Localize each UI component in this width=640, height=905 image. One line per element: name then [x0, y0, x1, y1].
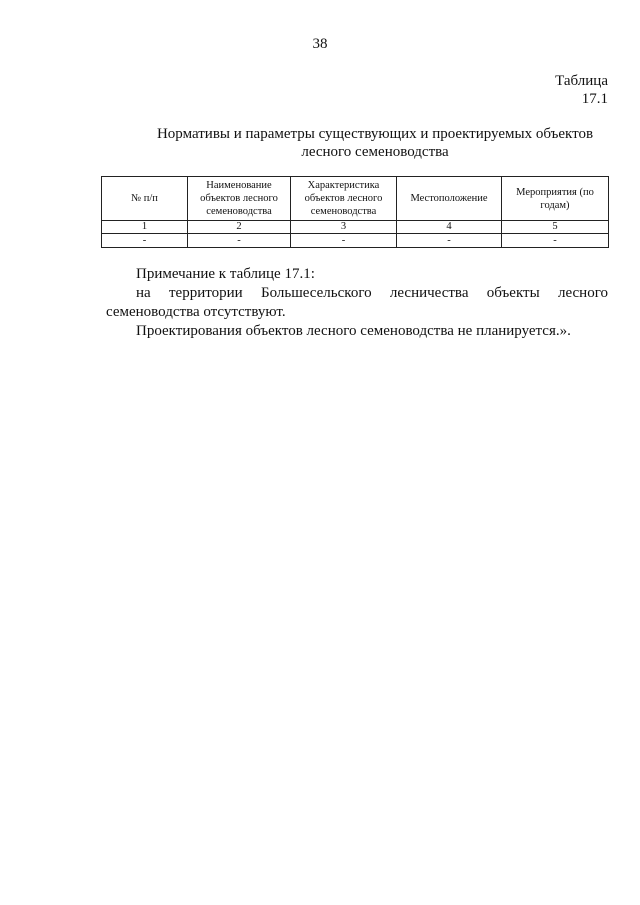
table-label	[555, 72, 608, 108]
table-note	[106, 265, 608, 341]
column-number-cell: 2	[188, 221, 291, 234]
table-label-number: 17.1	[581, 91, 608, 107]
header-cell-characteristics: Характеристика объектов лесного семеноводства	[291, 177, 397, 221]
table-label-word: Таблица	[555, 73, 608, 89]
table-row	[102, 234, 609, 248]
column-number-cell: 3	[291, 221, 397, 234]
table-cell: -	[502, 234, 609, 248]
table-header-row	[102, 177, 609, 221]
note-paragraph-2: Проектирования объектов лесного семеноводства не планируется.».	[136, 323, 571, 339]
column-number-cell: 5	[502, 221, 609, 234]
table-title-line-2: лесного семеноводства	[301, 144, 449, 160]
table-cell: -	[102, 234, 188, 248]
page-number: 38	[312, 36, 328, 52]
column-number-cell: 1	[102, 221, 188, 234]
header-cell-number: № п/п	[102, 177, 188, 221]
header-cell-location: Местоположение	[397, 177, 502, 221]
table-title	[100, 125, 640, 161]
note-heading: Примечание к таблице 17.1:	[136, 266, 315, 282]
header-cell-name: Наименование объектов лесного семеноводства	[188, 177, 291, 221]
table-cell: -	[188, 234, 291, 248]
column-number-cell: 4	[397, 221, 502, 234]
table-cell: -	[397, 234, 502, 248]
table-cell: -	[291, 234, 397, 248]
header-cell-measures: Мероприятия (по годам)	[502, 177, 609, 221]
table-column-numbers-row	[102, 221, 609, 234]
table-title-line-1: Нормативы и параметры существующих и проектируемых объектов	[156, 126, 594, 142]
seed-objects-table	[101, 176, 609, 248]
note-paragraph-1: на территории Большесельского лесничества объекты лесного семеноводства отсутствуют.	[106, 285, 608, 320]
